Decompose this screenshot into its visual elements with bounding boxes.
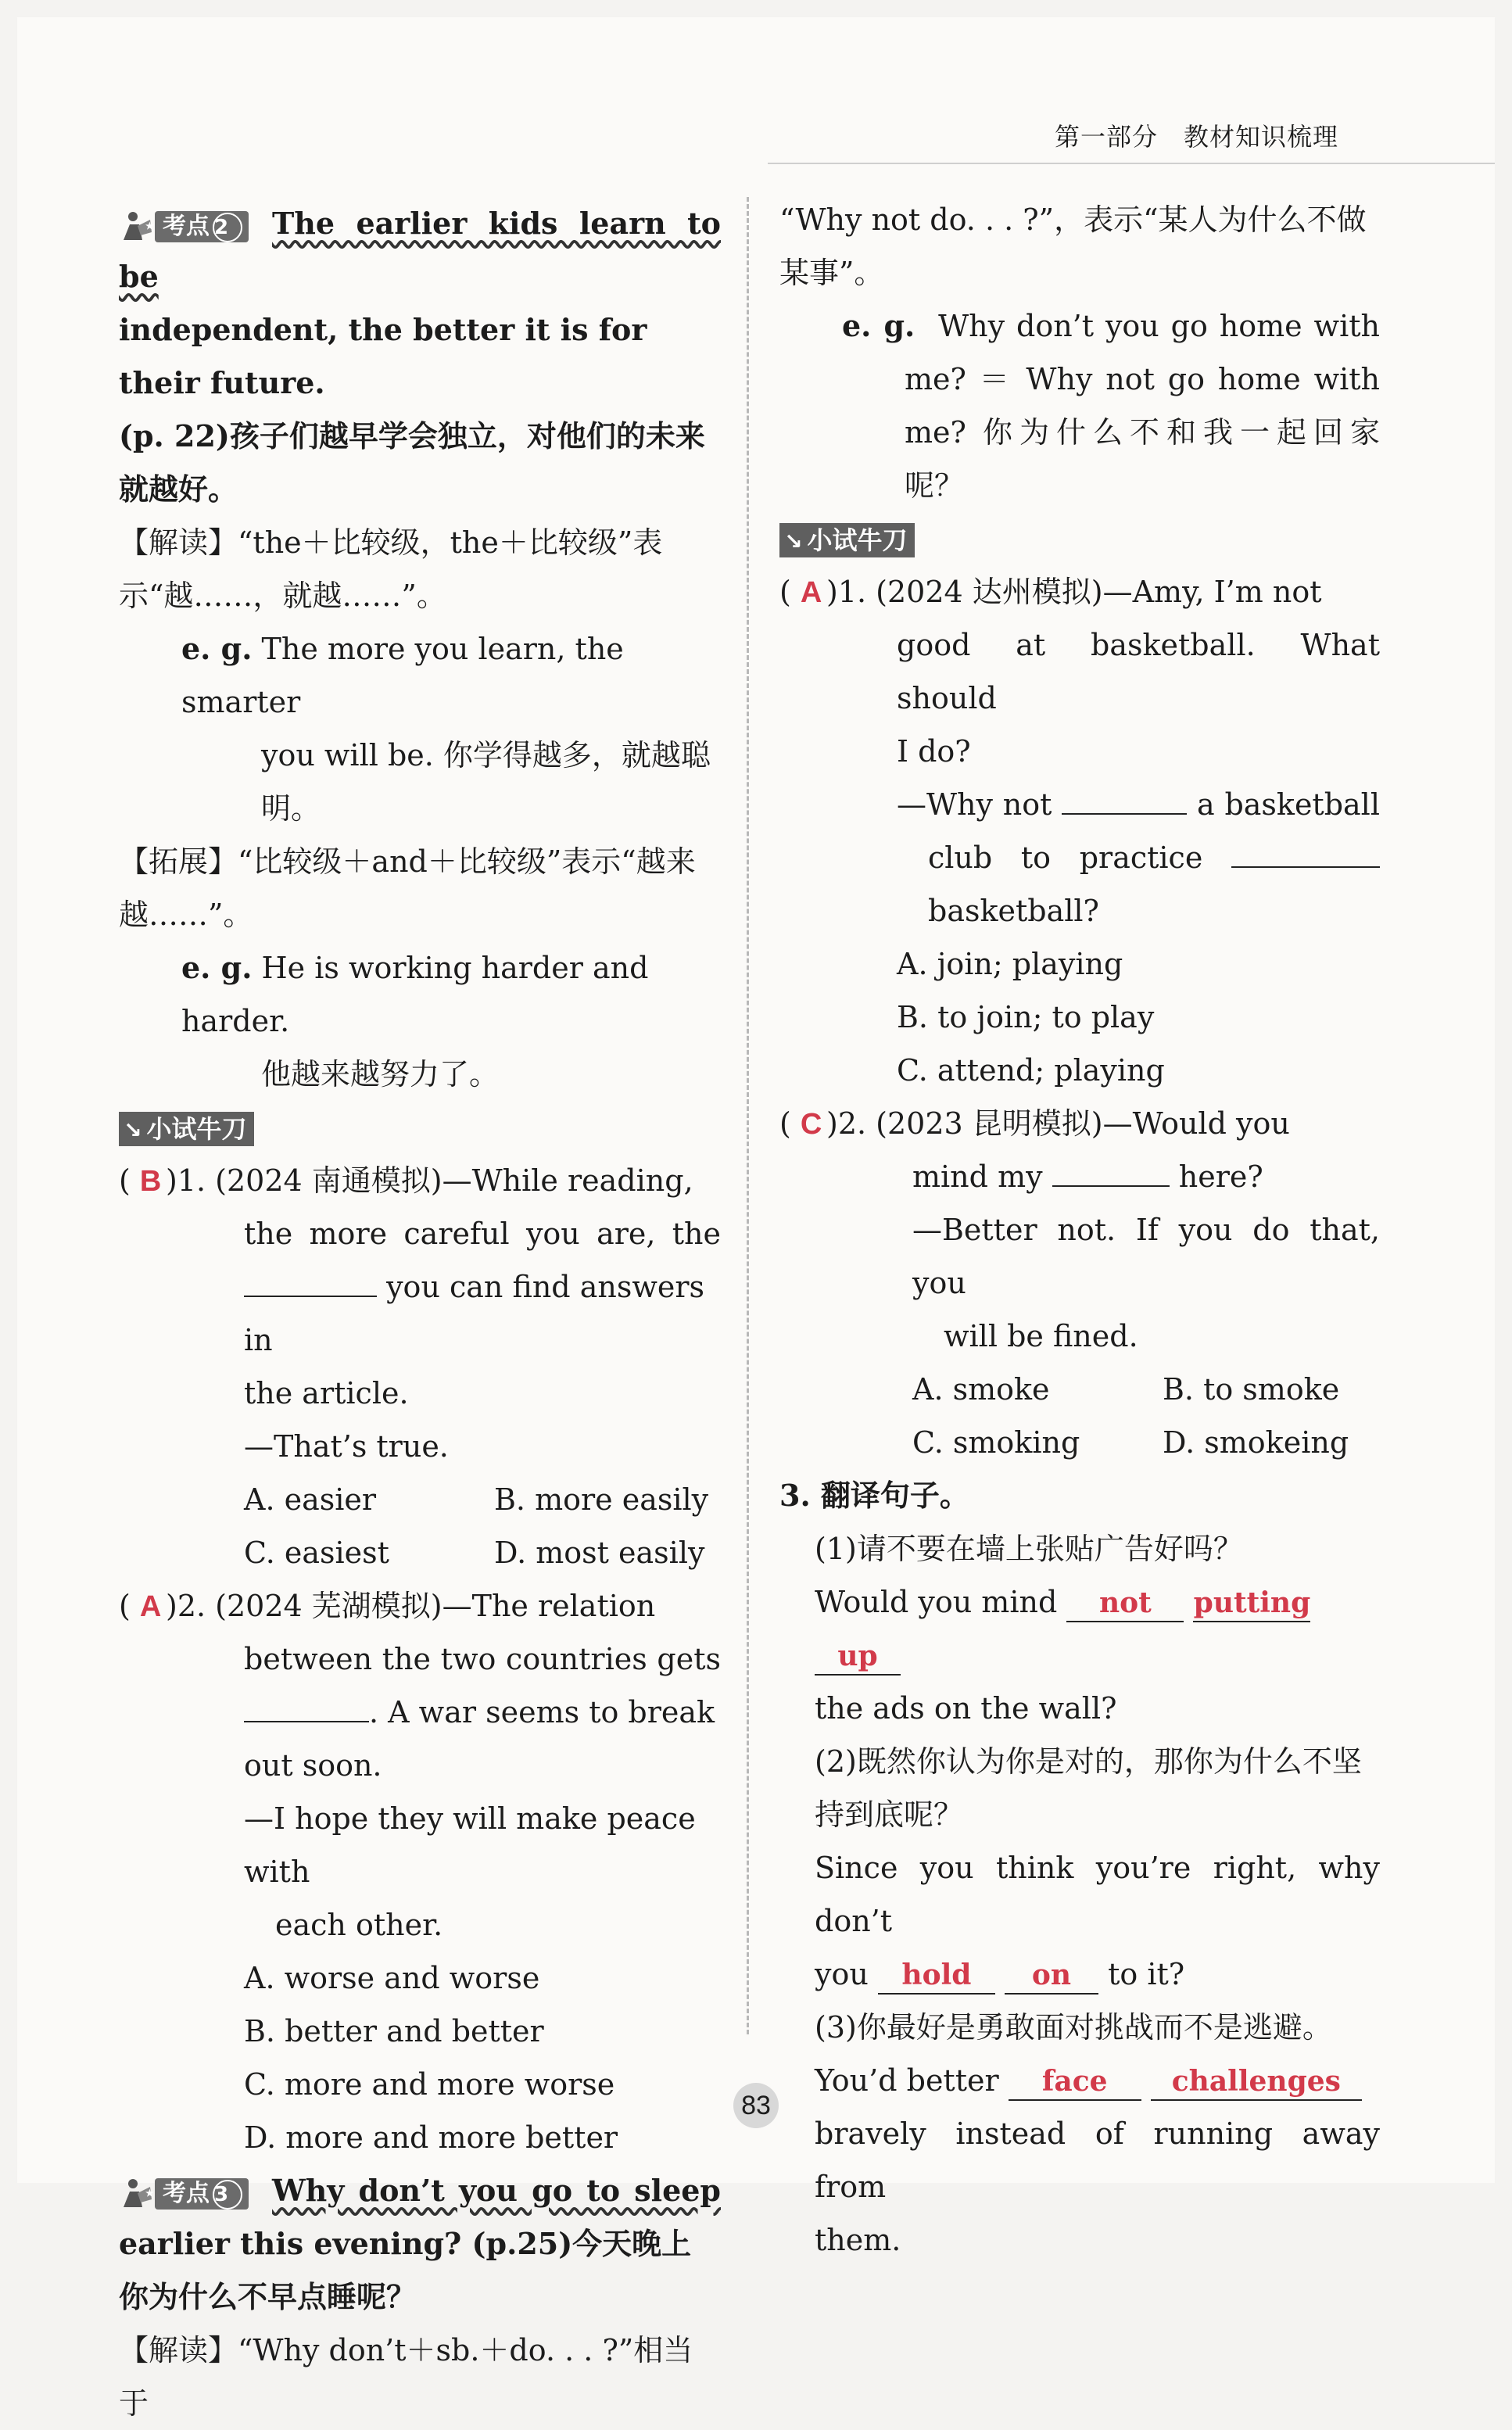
translation-section [779,1469,1380,2267]
kaodian-number: 3 [213,2180,242,2210]
example-3-cont: me? 你为什么不和我一起回家 [905,415,1380,450]
kaodian-number: 2 [213,213,242,242]
kaodian-badge [119,210,253,244]
options-row [244,1526,721,1579]
question-text-blank: mind my here? [912,1150,1380,1203]
header-rule [768,163,1495,164]
answer-bracket: ( C [779,1106,822,1141]
options-row [244,1473,721,1526]
filled-blank[interactable]: hold [878,1957,995,1995]
question-text-blank: club to practice [897,831,1380,884]
answer-blank[interactable] [1062,782,1187,815]
english-text: them. [815,2223,901,2257]
question-text-blank: —Why not a basketball [897,778,1380,831]
option-a[interactable]: A. worse and worse [244,1961,540,1995]
section-title: 3. 翻译句子。 [779,1478,969,1513]
kaodian-label: 考点 3 [155,2178,249,2210]
svg-text:★: ★ [145,220,154,231]
kaodian-sentence-cont: independent, the better it is for their future. [119,312,647,400]
option-c[interactable]: C. more and more worse [244,2067,615,2102]
question-text: each other. [275,1908,443,1942]
question-text: )2. (2024 芜湖模拟)—The relation [166,1589,656,1623]
option-a[interactable]: A. easier [244,1482,377,1517]
example-1: e. g. The more you learn, the smarter [181,631,624,719]
arrow-icon: ↘ [784,529,803,554]
kaodian-label: 考点 2 [155,211,249,242]
question-text: —That’s true. [244,1429,449,1464]
option-a[interactable]: A. smoke [912,1372,1050,1407]
option-d[interactable]: D. most easily [494,1536,705,1570]
filled-blank[interactable]: on [1005,1957,1098,1995]
jiedu-note-2: 【解读】“Why don’t＋sb.＋do. . . ?”相当于 [119,2333,693,2421]
chinese-sentence: (1)请不要在墙上张贴广告好吗？ [815,1532,1243,1566]
kaodian-sentence: Why don’t you go to sleep [272,2173,721,2208]
question-l2 [119,1579,721,2164]
kaodian-sentence: The earlier kids learn to be [119,206,721,294]
answer-bracket: ( A [779,575,822,609]
question-text: will be fined. [944,1319,1138,1353]
kaodian-2-heading [119,197,721,303]
reading-person-icon [119,2176,155,2212]
question-r1 [779,565,1380,1097]
chinese-sentence: (3)你最好是勇敢面对挑战而不是逃避。 [815,2010,1332,2045]
kaodian-badge [119,2177,253,2211]
filled-blank[interactable]: up [815,1638,901,1676]
left-column [119,197,721,2430]
example-2-cn: 他越来越努力了。 [261,1057,500,1091]
example-1-cont: you will be. 你学得越多，就越聪明。 [261,738,711,826]
chinese-sentence: (2)既然你认为你是对的，那你为什么不坚持到底呢？ [815,1744,1362,1832]
example-3-cont: 呢？ [905,468,965,503]
question-text: )2. (2023 昆明模拟)—Would you [826,1106,1290,1141]
question-text: )1. (2024 达州模拟)—Amy, I’m not [826,575,1322,609]
filled-blank[interactable]: putting [1193,1585,1310,1622]
option-d[interactable]: D. more and more better [244,2120,618,2155]
question-text-blank: . A war seems to break [244,1686,721,1739]
practice-label: ↘ 小试牛刀 [779,523,915,557]
option-c[interactable]: C. smoking [912,1425,1080,1460]
question-text-blank: you can find answers in [244,1260,721,1367]
question-text: good at basketball. What should [897,628,1380,715]
workbook-page [17,17,1495,2421]
kaodian-translation: (p. 22)孩子们越早学会独立，对他们的未来就越好。 [119,418,705,507]
answer-blank[interactable] [1052,1154,1170,1187]
example-2: e. g. He is working harder and harder. [181,950,649,1038]
question-text: )1. (2024 南通模拟)—While reading, [166,1163,693,1198]
question-text: —I hope they will make peace with [244,1801,696,1889]
option-c[interactable]: C. attend; playing [897,1053,1165,1088]
options-row [912,1363,1380,1416]
question-text: out soon. [244,1748,382,1783]
filled-blank[interactable]: challenges [1151,2063,1362,2101]
answer-blank[interactable] [244,1690,369,1722]
english-text: Since you think you’re right, why don’t [815,1851,1380,1938]
question-l1 [119,1154,721,1579]
tuozhan-note: 【拓展】“比较级＋and＋比较级”表示“越来越……”。 [119,844,696,932]
page-number: 83 [733,2083,779,2128]
answer-letter: A [800,576,822,609]
option-d[interactable]: D. smokeing [1163,1425,1349,1460]
example-3: e. g. Why don’t you go home with [842,308,1380,343]
option-b[interactable]: B. better and better [244,2014,544,2048]
question-text: —Better not. If you do that, you [912,1213,1380,1300]
option-c[interactable]: C. easiest [244,1536,389,1570]
practice-label: ↘ 小试牛刀 [119,1112,254,1146]
jiedu-note: 【解读】“the＋比较级，the＋比较级”表示“越……，就越……”。 [119,525,663,613]
svg-text:★: ★ [145,2187,154,2199]
answer-blank[interactable] [244,1264,377,1297]
english-fill: You’d better face challenges [815,2054,1380,2107]
arrow-icon: ↘ [124,1117,142,1143]
question-text: the more careful you are, the [244,1217,721,1251]
reading-person-icon [119,209,155,245]
answer-letter: B [139,1165,162,1198]
option-b[interactable]: B. more easily [494,1482,709,1517]
english-fill: you hold on to it? [815,1948,1380,2001]
option-b[interactable]: B. to smoke [1163,1372,1340,1407]
answer-letter: C [800,1108,822,1141]
filled-blank[interactable]: face [1009,2063,1141,2101]
english-text: the ads on the wall? [815,1691,1117,1726]
answer-blank[interactable] [1231,835,1380,868]
translation-items [779,1522,1380,2267]
answer-letter: A [139,1590,162,1623]
options-row [912,1416,1380,1469]
kaodian-3-heading [119,2164,721,2217]
filled-blank[interactable]: not [1066,1585,1184,1622]
answer-bracket: ( B [119,1163,162,1198]
option-b[interactable]: B. to join; to play [897,1000,1155,1034]
question-text: I do? [897,734,971,769]
answer-bracket: ( A [119,1589,162,1623]
english-text: bravely instead of running away from [815,2116,1380,2204]
question-text: the article. [244,1376,409,1410]
question-r2 [779,1097,1380,1469]
example-3-cont: me? ＝ Why not go home with [905,362,1380,396]
question-text: basketball? [928,894,1099,928]
right-column [779,193,1380,2267]
jiedu-note-2-cont: “Why not do. . . ?”，表示“某人为什么不做某事”。 [779,202,1367,290]
question-text: between the two countries gets [244,1642,721,1676]
option-a[interactable]: A. join; playing [897,947,1123,981]
english-fill: Would you mind not putting up [815,1575,1380,1682]
column-divider [747,197,749,2034]
page-header: 第一部分 教材知识梳理 [1054,122,1338,152]
kaodian-sentence-cont: earlier this evening? (p.25)今天晚上你为什么不早点睡呢？ [119,2226,692,2314]
